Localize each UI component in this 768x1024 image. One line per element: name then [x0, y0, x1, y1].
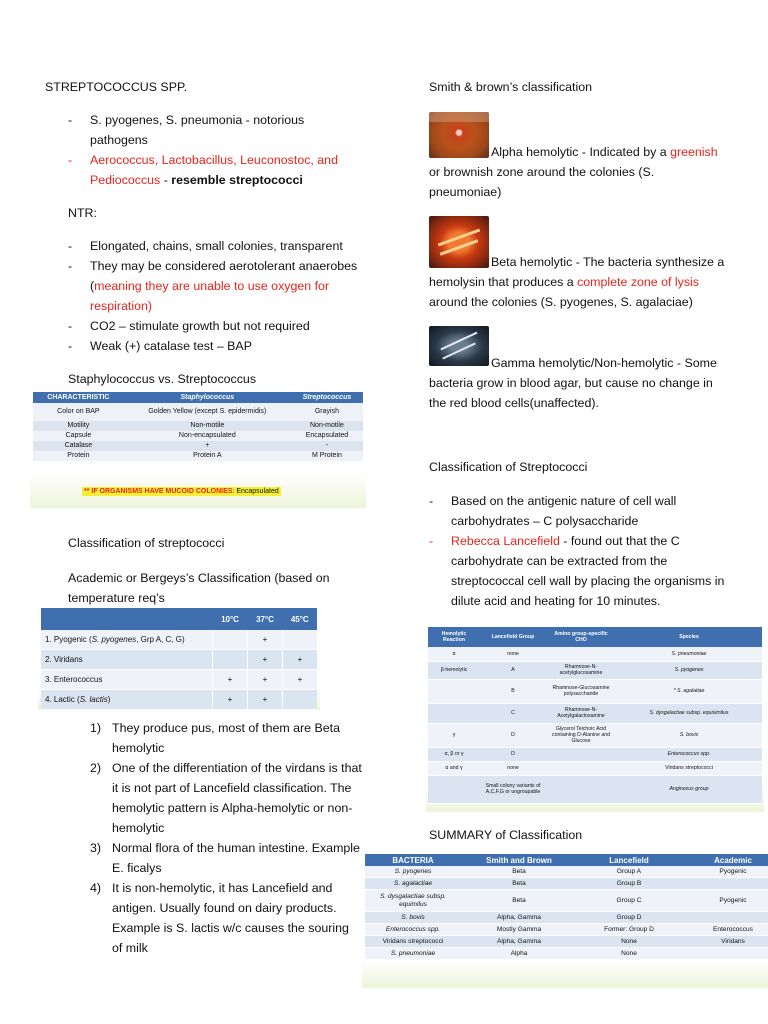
dash-bullet: -	[68, 319, 73, 333]
table-cell	[283, 690, 318, 710]
table-cell: +	[248, 630, 283, 650]
staph-title: Staphylococcus vs. Streptococcus	[68, 372, 257, 386]
dash-bullet: -	[68, 113, 73, 127]
table-row	[41, 630, 317, 650]
table-cell: Protein A	[124, 451, 291, 461]
lancefield-table-panel	[426, 626, 764, 812]
table-header-row	[428, 627, 762, 647]
intro-list	[68, 110, 348, 190]
table-cell: Catalase	[33, 441, 124, 451]
table-cell: +	[213, 690, 248, 710]
ntr-label: NTR:	[68, 206, 97, 220]
table-cell	[213, 630, 248, 650]
list-item	[68, 256, 358, 316]
table-header	[41, 608, 213, 630]
list-item	[68, 316, 358, 336]
table-cell: Color on BAP	[33, 403, 124, 421]
table-header: Hemolytic Reaction	[428, 627, 480, 647]
alpha-paragraph: Alpha hemolytic - Indicated by a greenish or brownish zone around the colonies (S. pneumoniae)	[429, 145, 718, 199]
table-cell	[283, 630, 318, 650]
table-cell: -	[291, 441, 363, 451]
table-cell: Golden Yellow (except S. epidermidis)	[124, 403, 291, 421]
table-cell: +	[248, 690, 283, 710]
table-row: S. pyogenes Beta Group A Pyogenic	[365, 866, 768, 878]
smith-brown-title: Smith & brown’s classification	[429, 80, 592, 94]
note-prefix: ** IF ORGANISMS HAVE MUCOID COLONIES	[84, 488, 233, 495]
table-row	[41, 650, 317, 670]
red-text: Aerococcus, Lactobacillus, Leuconostoc, and Pediococcus	[90, 153, 338, 187]
table-row	[41, 690, 317, 710]
table-cell: 4. Lactic (S. lactis)	[41, 690, 213, 710]
bold-text: resemble streptococci	[171, 173, 303, 187]
summary-table	[365, 854, 768, 960]
table-cell: Non-motile	[124, 421, 291, 431]
table-cell: +	[248, 650, 283, 670]
table-header: 45°C	[283, 608, 318, 630]
table-header: 37°C	[248, 608, 283, 630]
table-cell: Encapsulated	[291, 431, 363, 441]
table-header: BACTERIA	[365, 854, 461, 866]
table-header: 10°C	[213, 608, 248, 630]
table-row: S. agalactiae Beta Group B	[365, 878, 768, 890]
table-row: γ D Glycerol Teichoic Acid containing D-Alanine and Glucose S. bovis	[428, 723, 762, 747]
table-cell	[213, 650, 248, 670]
table-row: Viridans streptococci Alpha, Gamma None Viridans	[365, 936, 768, 948]
dash-bullet: -	[68, 339, 73, 353]
lancefield-title: Classification of Streptococci	[429, 460, 588, 474]
table-row: C Rhamnose-N-Acetylgalactosamine S. dysgalactiae subsp. equisimilus	[428, 703, 762, 723]
table-row	[33, 431, 363, 441]
list-item: - Rebecca Lancefield - found out that the C carbohydrate can be extracted from the streptococcal cell wall by placing the organisms in dilute acid and heating for 10 minutes.	[429, 534, 725, 608]
table-header: CHARACTERISTIC	[33, 392, 124, 403]
list-item-text: -	[160, 173, 172, 187]
table-row: α and γ none Viridans streptococci	[428, 761, 762, 775]
table-cell: 2. Viridans	[41, 650, 213, 670]
table-cell: +	[283, 670, 318, 690]
beta-paragraph: Beta hemolytic - The bacteria synthesize a hemolysin that produces a complete zone of lysis around the colonies (S. pyogenes, S. agalaciae)	[429, 255, 725, 309]
table-row: S. pneumoniae Alpha None	[365, 948, 768, 960]
dash-bullet: -	[68, 259, 73, 273]
summary-title: SUMMARY of Classification	[429, 828, 583, 842]
table-row: Enterococcus spp. Mostly Gamma Former: Group D Enterococcus	[365, 924, 768, 936]
table-cell: 1. Pyogenic (S. pyogenes, Grp A, C, G)	[41, 630, 213, 650]
table-row: Small colony variants of A,C,F,G or ungroupable Anginosus group	[428, 775, 762, 803]
table-cell: Capsule	[33, 431, 124, 441]
list-item-text: They may be considered aerotolerant anaerobes (	[90, 259, 358, 293]
table-header-row	[41, 608, 317, 630]
list-item	[68, 236, 358, 256]
table-cell: +	[124, 441, 291, 451]
list-item-text: CO2 – stimulate growth but not required	[90, 319, 310, 333]
table-row	[33, 421, 363, 431]
table-header-row	[365, 854, 768, 866]
lancefield-table	[428, 627, 762, 804]
list-item	[68, 336, 358, 356]
table-row	[41, 670, 317, 690]
ntr-list	[68, 236, 358, 356]
table-header: Amino group-specific CHO	[546, 627, 616, 647]
table-header: Academic	[681, 854, 768, 866]
table-row: S. bovis Alpha, Gamma Group D	[365, 912, 768, 924]
table-cell: Grayish	[291, 403, 363, 421]
table-row	[33, 403, 363, 421]
list-item-text: S. pyogenes, S. pneumonia - notorious pathogens	[90, 113, 305, 147]
list-item-text: Elongated, chains, small colonies, transparent	[90, 239, 343, 253]
list-item	[68, 110, 348, 150]
table-cell: Motility	[33, 421, 124, 431]
table-cell: +	[213, 670, 248, 690]
table-row: S. dysgalactiae subsp. equimilus Beta Group C Pyogenic	[365, 890, 768, 912]
table-cell: Protein	[33, 451, 124, 461]
table-header: Species	[616, 627, 762, 647]
table-cell: 3. Enterococcus	[41, 670, 213, 690]
left-heading: STREPTOCOCCUS SPP.	[45, 80, 188, 94]
notes-list	[90, 718, 362, 958]
academic-table-panel	[38, 606, 320, 710]
table-row: β-hemolytic A Rhamnose-N-acetylglucosamine S. pyogenes	[428, 661, 762, 679]
dash-bullet: -	[68, 153, 73, 167]
list-item: 1) They produce pus, most of them are Beta hemolytic	[90, 721, 340, 755]
table-row: α, β or γ D Enterococcus spp.	[428, 747, 762, 761]
table-cell: +	[248, 670, 283, 690]
academic-title: Academic or Bergeys’s Classification (based on temperature req’s	[68, 571, 330, 605]
list-item	[68, 150, 348, 190]
list-item: 4) It is non-hemolytic, it has Lancefield and antigen. Usually found on dairy products. Example is S. lactis w/c causes the souring of milk	[90, 881, 349, 955]
table-row	[33, 451, 363, 461]
table-row: B Rhamnose-Glucosamine polysaccharide * S. agalatiae	[428, 679, 762, 703]
table-cell: +	[283, 650, 318, 670]
table-header: Smith and Brown	[461, 854, 577, 866]
classification-title: Classification of streptococci	[68, 536, 225, 550]
table-cell: Non-encapsulated	[124, 431, 291, 441]
staph-table	[33, 392, 363, 461]
academic-table	[41, 608, 317, 710]
dash-bullet: -	[68, 239, 73, 253]
table-cell: M Protein	[291, 451, 363, 461]
table-header: Streptococcus	[291, 392, 363, 403]
list-item: 3) Normal flora of the human intestine. Example E. ficalys	[90, 841, 360, 875]
mucoid-note	[82, 487, 281, 496]
list-item: - Based on the antigenic nature of cell wall carbohydrates – C polysaccharide	[429, 494, 677, 528]
table-header: Lancefield Group	[480, 627, 546, 647]
summary-table-panel	[362, 852, 768, 988]
table-row	[33, 441, 363, 451]
gamma-paragraph: Gamma hemolytic/Non-hemolytic - Some bacteria grow in blood agar, but cause no change in the red blood cells(unaffected).	[429, 356, 717, 410]
table-header: Lancefield	[577, 854, 681, 866]
list-item-text: Weak (+) catalase test – BAP	[90, 339, 252, 353]
red-text: meaning they are unable to use oxygen for respiration)	[90, 279, 330, 313]
note-suffix: : Encapsulated	[232, 488, 279, 495]
list-item: 2) One of the differentiation of the virdans is that it is not part of Lancefield classification. The hemolytic pattern is Alpha-hemolytic or non-hemolytic	[90, 761, 362, 835]
lancefield-list	[429, 491, 725, 611]
staph-table-panel	[30, 390, 366, 508]
table-row: α none S. pneumoniae	[428, 647, 762, 661]
table-header: Staphylococcus	[124, 392, 291, 403]
table-cell: Non-motile	[291, 421, 363, 431]
table-header-row	[33, 392, 363, 403]
